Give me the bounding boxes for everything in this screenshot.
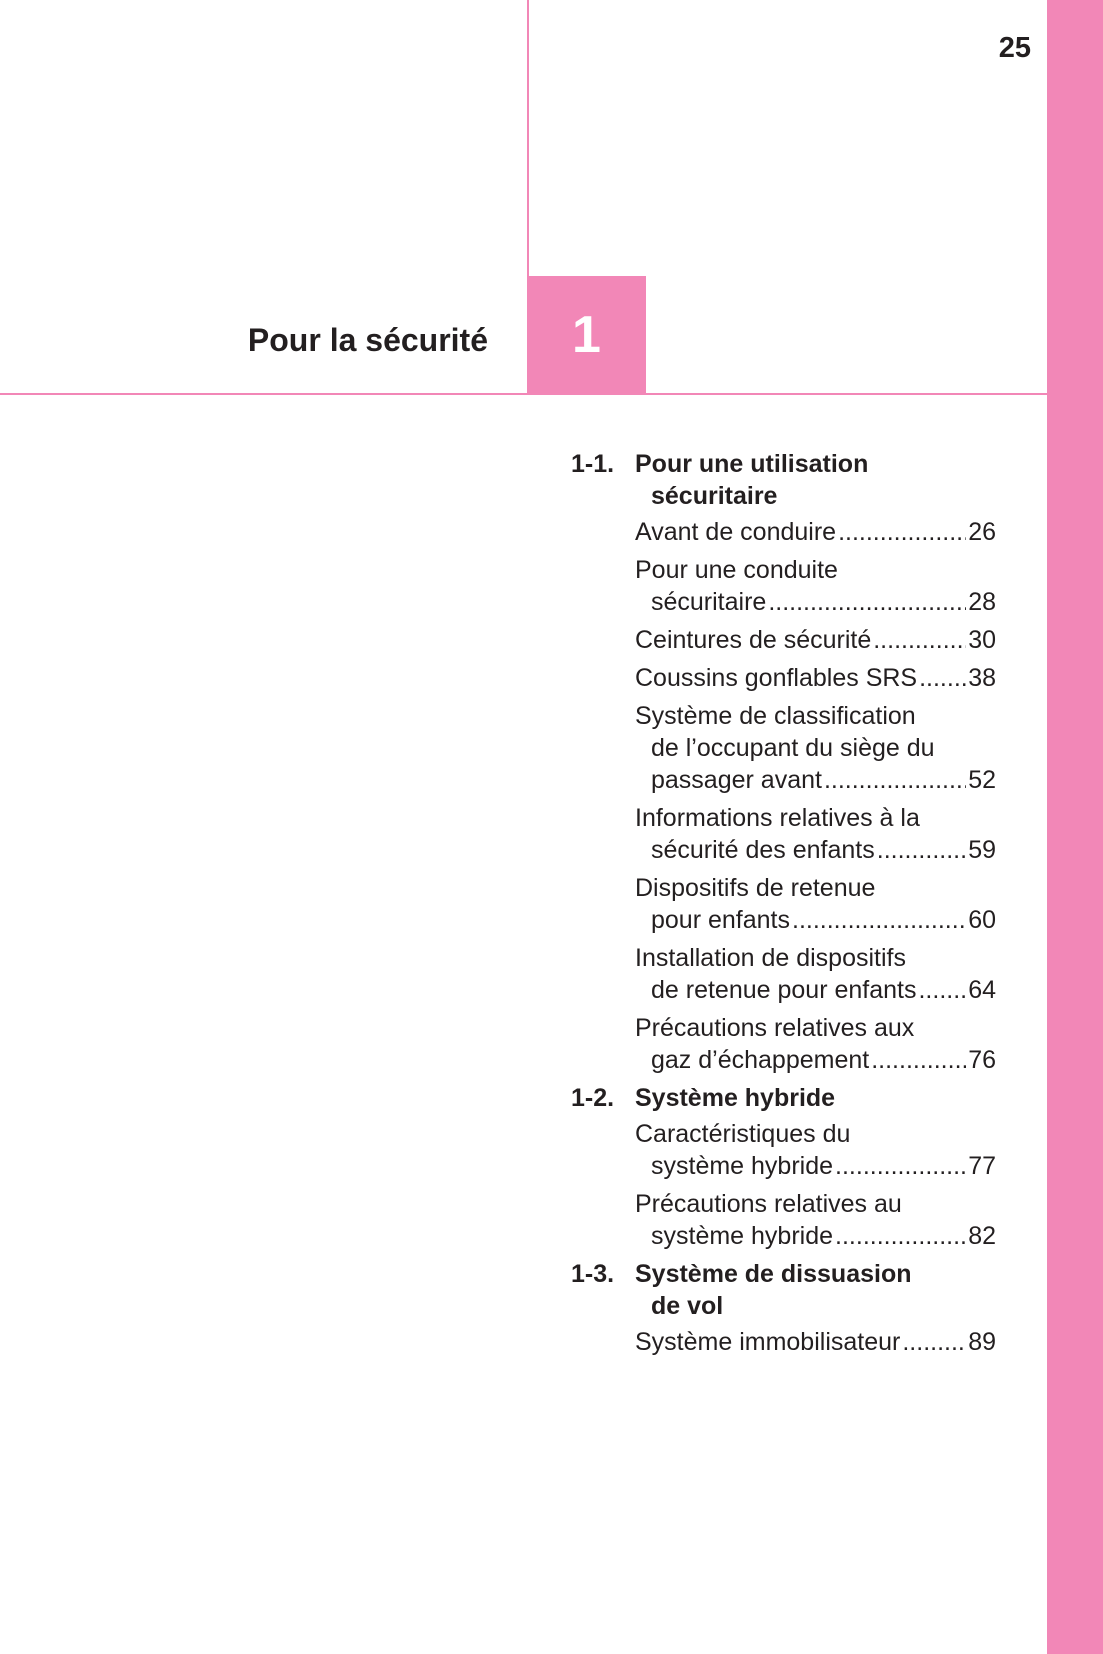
toc-section[interactable]	[571, 1258, 996, 1322]
entry-label: sécurité des enfants	[651, 836, 875, 864]
toc-section[interactable]	[571, 1082, 996, 1114]
toc-entry[interactable]	[635, 1188, 996, 1252]
toc-entry[interactable]	[635, 1012, 996, 1076]
toc-entry[interactable]	[635, 624, 996, 656]
entry-label: système hybride	[651, 1152, 834, 1180]
entry-page: 38	[968, 664, 996, 692]
entry-label: Installation de dispositifs	[635, 944, 906, 972]
entry-page: 82	[968, 1222, 996, 1250]
section-title: Système de dissuasion	[635, 1260, 912, 1288]
entry-page: 26	[968, 518, 996, 546]
entry-label: Dispositifs de retenue	[635, 874, 876, 902]
entry-page: 28	[968, 588, 996, 616]
entry-label: Avant de conduire	[635, 518, 837, 546]
toc-entry[interactable]	[635, 662, 996, 694]
chapter-number-box	[527, 276, 646, 394]
entry-label: Pour une conduite	[635, 556, 838, 584]
entry-label: Ceintures de sécurité	[635, 626, 872, 654]
chapter-number: 1	[572, 306, 601, 364]
section-title: Système hybride	[635, 1084, 836, 1112]
entry-page: 76	[968, 1046, 996, 1074]
section-number: 1-2.	[571, 1084, 615, 1112]
entry-label: gaz d’échappement	[651, 1046, 870, 1074]
entry-label: passager avant	[651, 766, 822, 794]
section-title-cont: de vol	[651, 1292, 724, 1320]
entry-page: 89	[968, 1328, 996, 1356]
chapter-title: Pour la sécurité	[247, 322, 488, 358]
toc-entry[interactable]	[635, 872, 996, 936]
entry-label: système hybride	[651, 1222, 834, 1250]
entry-label: Système de classification	[635, 702, 916, 730]
section-number: 1-1.	[571, 450, 615, 478]
section-title-cont: sécuritaire	[651, 482, 778, 510]
toc-entry[interactable]	[635, 1118, 996, 1182]
toc-entry[interactable]	[635, 516, 996, 548]
table-of-contents	[571, 448, 996, 1364]
entry-label: Coussins gonflables SRS	[635, 664, 918, 692]
entry-page: 59	[968, 836, 996, 864]
entry-page: 52	[968, 766, 996, 794]
chapter-side-tab	[1047, 0, 1103, 1654]
entry-page: 30	[968, 626, 996, 654]
entry-label: pour enfants	[651, 906, 790, 934]
entry-page: 77	[968, 1152, 996, 1180]
horizontal-divider	[0, 393, 1047, 395]
entry-label: Système immobilisateur	[635, 1328, 901, 1356]
entry-label: Précautions relatives au	[635, 1190, 902, 1218]
entry-page: 60	[968, 906, 996, 934]
entry-page: 64	[968, 976, 996, 1004]
toc-entry[interactable]	[635, 700, 996, 796]
entry-label: de retenue pour enfants	[651, 976, 917, 1004]
section-title: Pour une utilisation	[635, 450, 869, 478]
entry-label: Informations relatives à la	[635, 804, 920, 832]
toc-entry[interactable]	[635, 1326, 996, 1358]
toc-section[interactable]	[571, 448, 996, 512]
toc-entry[interactable]	[635, 942, 996, 1006]
section-number: 1-3.	[571, 1260, 615, 1288]
entry-label: de l’occupant du siège du	[651, 734, 935, 762]
toc-entry[interactable]	[635, 554, 996, 618]
page-number: 25	[998, 32, 1031, 64]
toc-entry[interactable]	[635, 802, 996, 866]
entry-label: Précautions relatives aux	[635, 1014, 915, 1042]
entry-label: sécuritaire	[651, 588, 767, 616]
entry-label: Caractéristiques du	[635, 1120, 851, 1148]
